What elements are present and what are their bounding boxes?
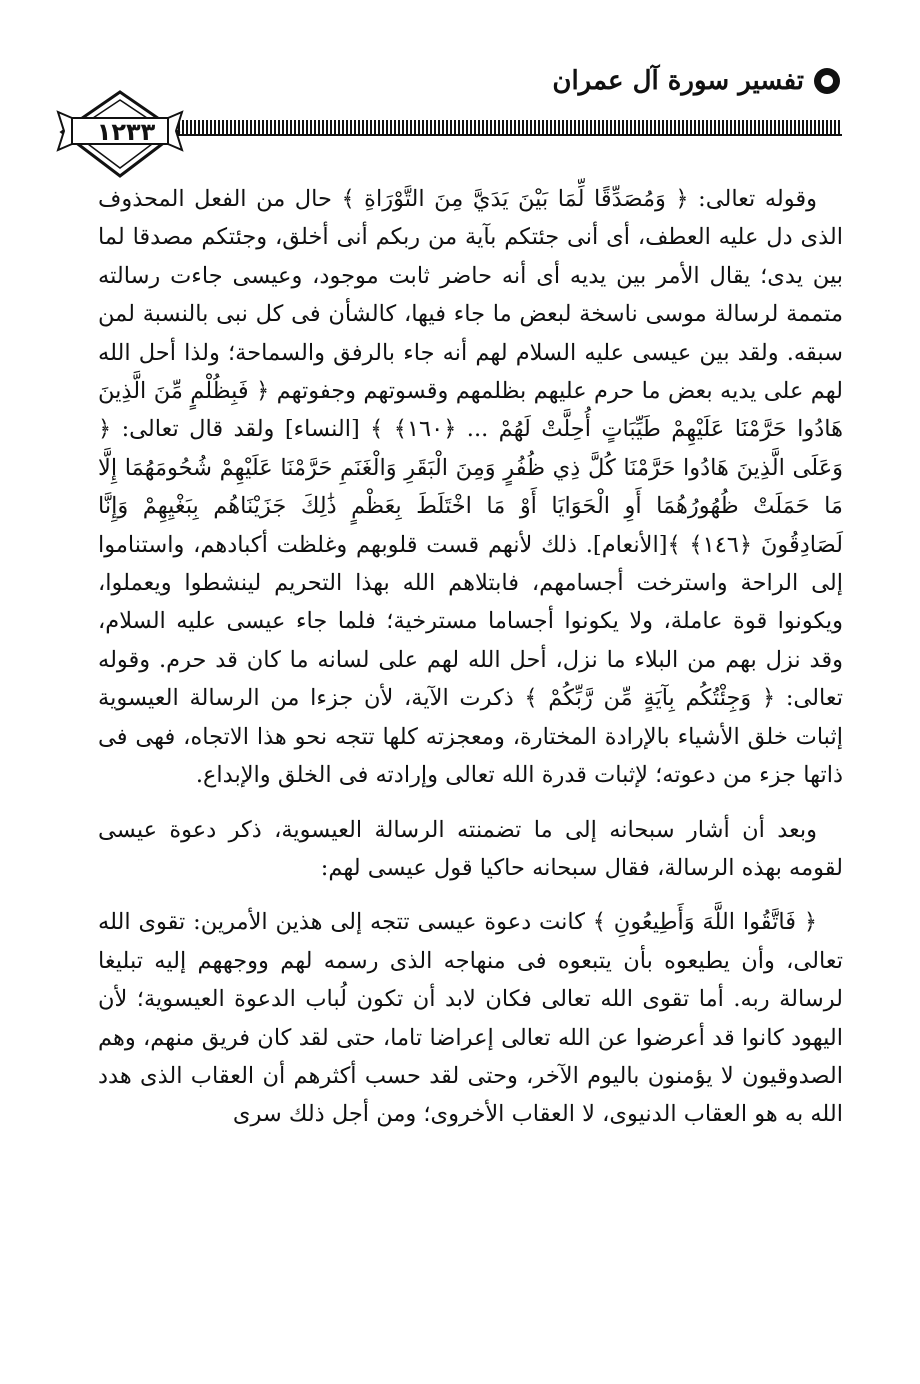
paragraph: ﴿ فَاتَّقُوا اللَّهَ وَأَطِيعُونِ ﴾ كانت دعوة عيسى تتجه إلى هذين الأمرين: تقوى الله تعالى، وأن يطيعوه بأن يتبعوه فى منهاجه الذى رسمه لهم ووجههم إليه تبليغا لرسالة ربه. أما تقوى الله تعالى فكان لابد أن تكون لُباب الدعوة العيسوية؛ لأن اليهود كانوا قد أعرضوا عن الله تعالى إعراضا تاما، حتى لقد كان فريق منهم، وهم الصدوقيون لا يؤمنون باليوم الآخر، وحتى لقد حسب أكثرهم أن العقاب الذى هدد الله به هو العقاب الدنيوى، لا العقاب الأخروى؛ ومن أجل ذلك سرى xyxy=(98,909,843,1128)
running-title: تفسير سورة آل عمران xyxy=(552,66,804,96)
page-header xyxy=(30,58,840,168)
paragraph: وقوله تعالى: ﴿ وَمُصَدِّقًا لِّمَا بَيْنَ يَدَيَّ مِنَ التَّوْرَاةِ ﴾ حال من الفعل المحذوف الذى دل عليه العطف، أى أنى جئتكم بآية من ربكم أنى أخلق، وجئتكم مصدقا لما بين يدى؛ يقال الأمر بين يديه أى أنه حاضر ثابت موجود، وعيسى جاءت رسالته متممة لرسالة موسى ناسخة لبعض ما جاء فيها، كالشأن فى كل نبى بالنسبة لمن سبقه. ولقد بين عيسى عليه السلام لهم أنه جاء بالرفق والسماحة؛ ولذا أحل الله لهم على يديه بعض ما حرم عليهم بظلمهم وقسوتهم وجفوتهم ﴿ فَبِظُلْمٍ مِّنَ الَّذِينَ هَادُوا حَرَّمْنَا عَلَيْهِمْ طَيِّبَاتٍ أُحِلَّتْ لَهُمْ ... ﴿١٦٠﴾ ﴾ [النساء] ولقد قال تعالى: ﴿ وَعَلَى الَّذِينَ هَادُوا حَرَّمْنَا كُلَّ ذِي ظُفُرٍ وَمِنَ الْبَقَرِ وَالْغَنَمِ حَرَّمْنَا عَلَيْهِمْ شُحُومَهُمَا إِلَّا مَا حَمَلَتْ ظُهُورُهُمَا أَوِ الْحَوَايَا أَوْ مَا اخْتَلَطَ بِعَظْمٍ ذَٰلِكَ جَزَيْنَاهُم بِبَغْيِهِمْ وَإِنَّا لَصَادِقُونَ ﴿١٤٦﴾ ﴾[الأنعام]. ذلك لأنهم قست قلوبهم وغلظت أكبادهم، واستناموا إلى الراحة واسترخت أجسامهم، فابتلاهم الله بهذا التحريم لينشطوا ويعملوا، ويكونوا قوة عاملة، ولا يكونوا أجساما مسترخية؛ فلما جاء عيسى عليه السلام، وقد نزل بهم من البلاء ما نزل، أحل الله لهم على لسانه ما كان قد حرم. وقوله تعالى: ﴿ وَجِئْتُكُم بِآيَةٍ مِّن رَّبِّكُمْ ﴾ ذكرت الآية، لأن جزءا من الرسالة العيسوية إثبات خلق الأشياء بالإرادة المختارة، ومعجزته كلها تتجه نحو هذا الاتجاه، فهى فى ذاتها جزء من دعوته؛ لإثبات قدرة الله تعالى وإرادته فى الخلق والإبداع. xyxy=(98,186,843,789)
header-rule xyxy=(130,120,842,136)
page-number: ١٢٣٣ xyxy=(96,118,156,146)
running-header xyxy=(552,66,840,96)
body-text xyxy=(98,180,843,1134)
flower-ornament-icon xyxy=(814,68,840,94)
paragraph: وبعد أن أشار سبحانه إلى ما تضمنته الرسالة العيسوية، ذكر دعوة عيسى لقومه بهذه الرسالة، فقال سبحانه حاكيا قول عيسى لهم: xyxy=(98,816,843,881)
page-number-badge xyxy=(50,88,190,178)
